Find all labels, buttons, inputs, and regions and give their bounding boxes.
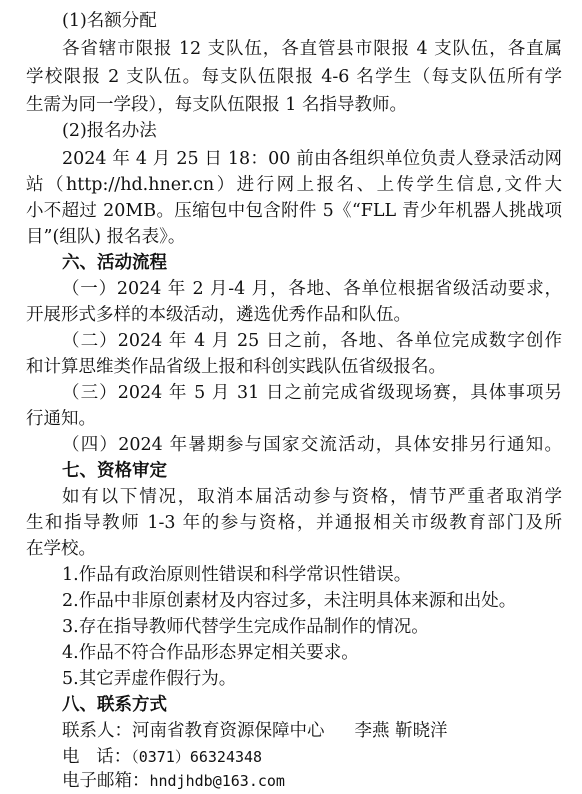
- section6-line-3: （二）2024 年 4 月 25 日之前，各地、各单位完成数字创作: [62, 331, 562, 351]
- section6-line-5: （三）2024 年 5 月 31 日之前完成省级现场赛，具体事项另: [62, 383, 562, 403]
- section6-line-4: 和计算思维类作品省级上报和科创实践队伍省级报名。: [26, 357, 446, 377]
- email-value[interactable]: hndjhdb@163.com: [149, 772, 285, 790]
- registration-line-4: 目”(组队) 报名表》。: [26, 227, 186, 247]
- quota-subheading: (1)名额分配: [62, 11, 157, 31]
- section6-line-7: （四）2024 年暑期参与国家交流活动，具体安排另行通知。: [62, 435, 562, 455]
- section6-line-2: 开展形式多样的本级活动，遴选优秀作品和队伍。: [26, 305, 411, 325]
- section7-line-2: 生和指导教师 1-3 年的参与资格，并通报相关市级教育部门及所: [26, 513, 562, 533]
- contact-label: 联系人：: [62, 721, 132, 741]
- section6-line-1: （一）2024 年 2 月-4 月，各地、各单位根据省级活动要求，: [62, 279, 562, 299]
- contact-email-row: [0, 768, 582, 794]
- contact-person-row: [0, 718, 582, 744]
- contact-phone-row: [0, 744, 582, 770]
- quota-line-3: 生需为同一学段），每支队伍限报 1 名指导教师。: [26, 95, 408, 115]
- contact-org: 河南省教育资源保障中心: [132, 721, 325, 741]
- phone-label: 电 话：: [62, 747, 132, 767]
- section7-item-2: 2.作品中非原创素材及内容过多，未注明具体来源和出处。: [62, 591, 517, 611]
- section7-item-3: 3.存在指导教师代替学生完成作品制作的情况。: [62, 617, 429, 637]
- registration-line-3: 小不超过 20MB。压缩包中包含附件 5《“FLL 青少年机器人挑战项: [26, 201, 562, 221]
- contact-names: 李燕 靳晓洋: [354, 721, 448, 741]
- quota-line-2: 学校限报 2 支队伍。每支队伍限报 4-6 名学生（每支队伍所有学: [26, 67, 562, 87]
- section6-heading: 六、活动流程: [62, 253, 167, 273]
- section8-heading: 八、联系方式: [62, 695, 167, 715]
- section7-line-3: 在学校。: [26, 539, 96, 559]
- quota-line-1: 各省辖市限报 12 支队伍，各直管县市限报 4 支队伍，各直属: [62, 39, 562, 59]
- registration-subheading: (2)报名办法: [62, 121, 157, 141]
- section6-line-6: 行通知。: [26, 409, 96, 429]
- registration-line-1: 2024 年 4 月 25 日 18：00 前由各组织单位负责人登录活动网: [62, 149, 562, 169]
- section7-item-5: 5.其它弄虚作假行为。: [62, 669, 237, 689]
- registration-line-2: 站（http://hd.hner.cn）进行网上报名、上传学生信息,文件大: [26, 175, 562, 195]
- section7-heading: 七、资格审定: [62, 461, 167, 481]
- section7-item-4: 4.作品不符合作品形态界定相关要求。: [62, 643, 359, 663]
- section7-item-1: 1.作品有政治原则性错误和科学常识性错误。: [62, 565, 412, 585]
- phone-value: （0371）66324348: [131, 748, 263, 766]
- email-label: 电子邮箱：: [62, 771, 150, 791]
- section7-line-1: 如有以下情况，取消本届活动参与资格，情节严重者取消学: [62, 487, 562, 507]
